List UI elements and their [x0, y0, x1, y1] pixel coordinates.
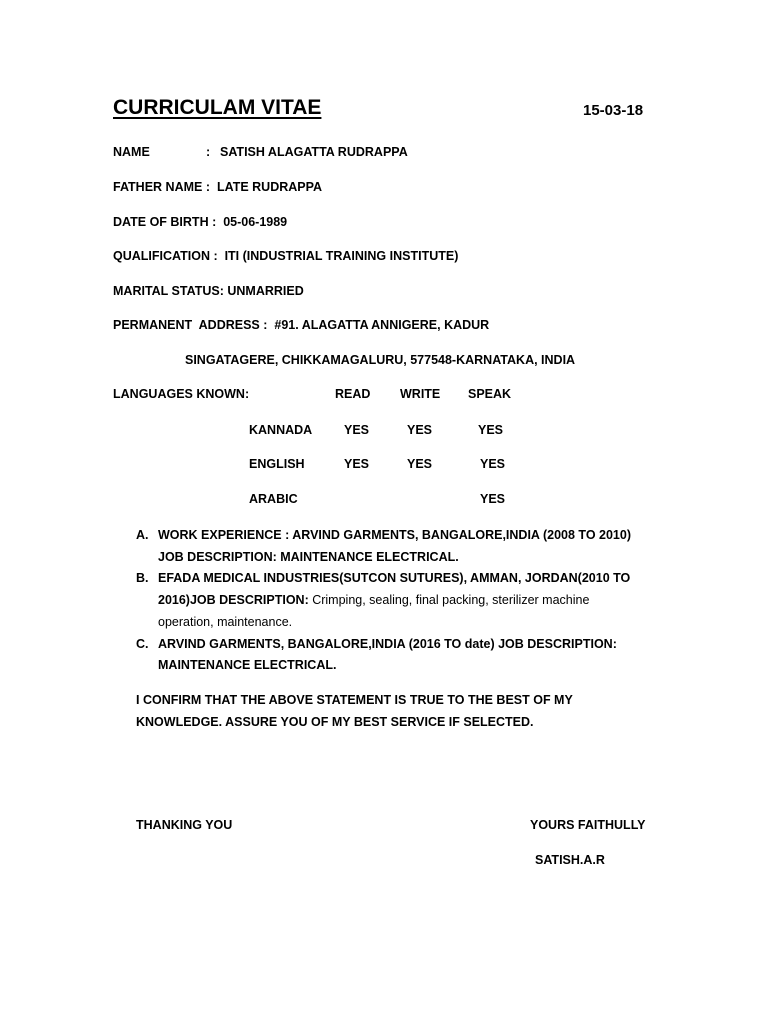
father-name-value: LATE RUDRAPPA [216, 180, 323, 194]
work-experience-item [136, 568, 656, 633]
languages-label: LANGUAGES KNOWN: [113, 387, 250, 401]
language-write: YES [407, 423, 433, 437]
closing-left: THANKING YOU [136, 818, 233, 832]
work-experience-item [136, 634, 656, 677]
language-write: YES [407, 457, 433, 471]
language-read: YES [344, 423, 370, 437]
work-experience-text-normal: Crimping, sealing, final packing, sterilizer machine operation, maintenance. [158, 593, 590, 629]
document-title: CURRICULAM VITAE [113, 96, 322, 119]
signature-name: SATISH.A.R [535, 853, 605, 867]
name-label: NAME [113, 145, 150, 159]
address-label: PERMANENT ADDRESS : [113, 318, 268, 332]
dob-field [113, 213, 287, 231]
language-speak: YES [480, 457, 506, 471]
address-field [113, 316, 489, 334]
marital-status-field [113, 282, 304, 300]
language-speak: YES [478, 423, 504, 437]
marital-status-label: MARITAL STATUS: [113, 284, 224, 298]
work-experience-item [136, 525, 656, 568]
language-name: ARABIC [249, 492, 298, 506]
name-separator: : [206, 145, 211, 159]
list-marker: C. [136, 636, 149, 651]
work-experience-list [136, 525, 656, 677]
language-read: YES [344, 457, 370, 471]
languages-header-read: READ [335, 387, 371, 401]
list-marker: B. [136, 571, 149, 586]
father-name-field [113, 178, 322, 196]
languages-header-write: WRITE [400, 387, 441, 401]
document-date: 15-03-18 [583, 102, 644, 119]
language-name: KANNADA [249, 423, 313, 437]
list-marker: A. [136, 528, 149, 542]
language-speak: YES [480, 492, 506, 506]
address-line1: #91. ALAGATTA ANNIGERE, KADUR [274, 318, 490, 332]
work-experience-text: EFADA MEDICAL INDUSTRIES(SUTCON SUTURES), AMMAN, JORDAN(2010 TO 2016)JOB DESCRIPTION: [158, 571, 631, 608]
dob-value: 05-06-1989 [223, 215, 288, 229]
marital-status-value: UNMARRIED [227, 284, 304, 298]
name-value: SATISH ALAGATTA RUDRAPPA [220, 145, 408, 159]
qualification-value: ITI (INDUSTRIAL TRAINING INSTITUTE) [224, 249, 459, 263]
qualification-label: QUALIFICATION : [113, 249, 218, 263]
dob-label: DATE OF BIRTH : [113, 215, 217, 229]
language-name: ENGLISH [249, 457, 305, 471]
qualification-field [113, 247, 458, 265]
address-line2: SINGATAGERE, CHIKKAMAGALURU, 577548-KARNATAKA, INDIA [185, 353, 576, 367]
confirmation-statement: I CONFIRM THAT THE ABOVE STATEMENT IS TRUE TO THE BEST OF MY KNOWLEDGE. ASSURE YOU OF MY BEST SERVICE IF SELECTED. [136, 693, 573, 729]
languages-header-speak: SPEAK [468, 387, 512, 401]
work-experience-text: WORK EXPERIENCE : ARVIND GARMENTS, BANGALORE,INDIA (2008 TO 2010) JOB DESCRIPTION: MAINTENANCE ELECTRICAL. [158, 528, 631, 564]
closing-right: YOURS FAITHULLY [530, 818, 646, 832]
father-name-label: FATHER NAME : [113, 180, 210, 194]
work-experience-text: ARVIND GARMENTS, BANGALORE,INDIA (2016 TO date) JOB DESCRIPTION: MAINTENANCE ELECTRICAL. [158, 636, 617, 673]
